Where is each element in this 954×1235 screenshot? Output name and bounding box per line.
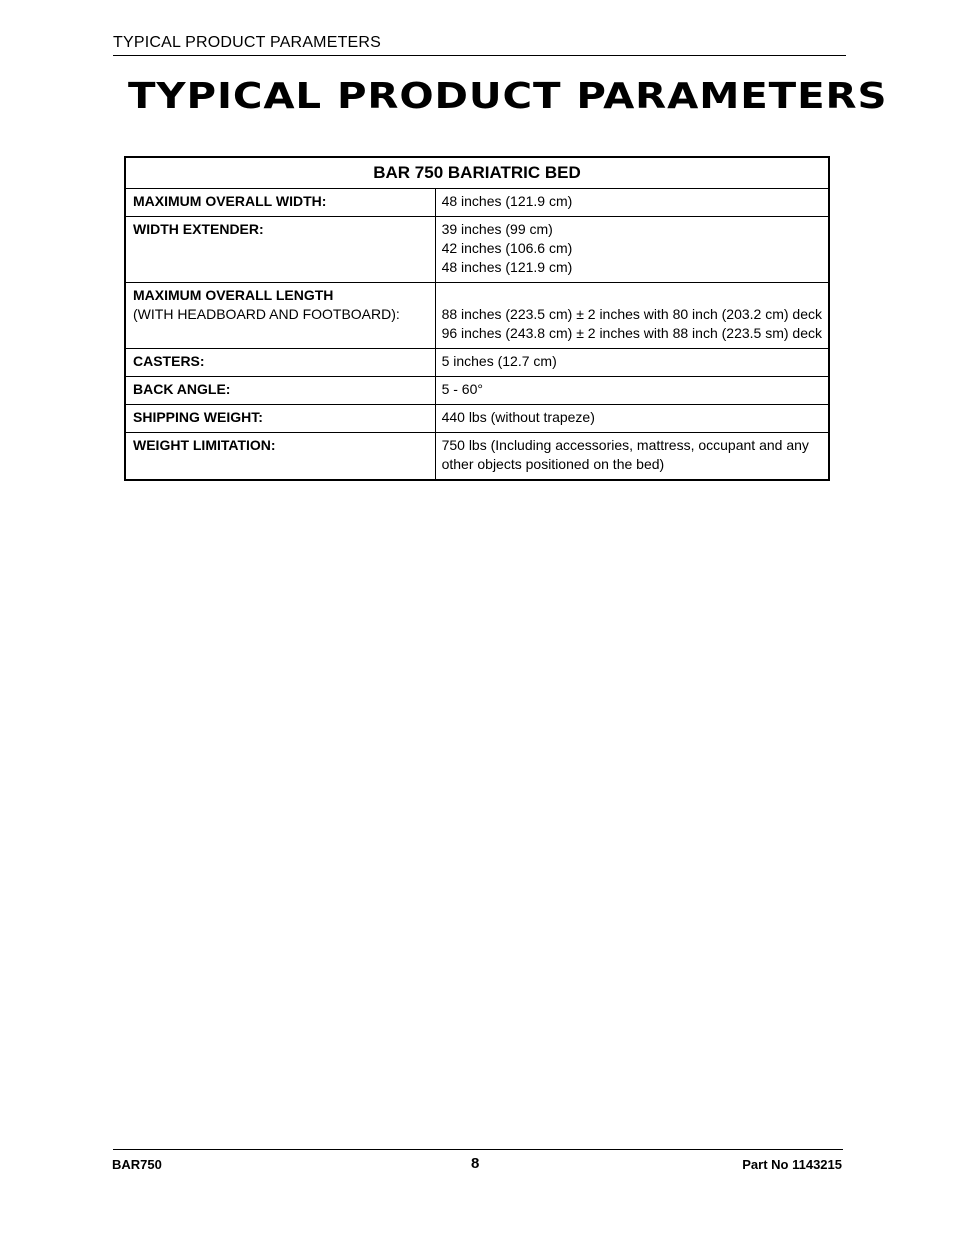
table-row xyxy=(125,377,829,405)
row-value xyxy=(435,189,829,217)
footer-divider xyxy=(113,1149,843,1150)
row-label: BACK ANGLE: xyxy=(125,377,435,405)
row-value xyxy=(435,405,829,433)
row-label: MAXIMUM OVERALL WIDTH: xyxy=(125,189,435,217)
value-line: 440 lbs (without trapeze) xyxy=(441,409,595,425)
footer-part-number: Part No 1143215 xyxy=(742,1157,842,1172)
page-title: TYPICAL PRODUCT PARAMETERS xyxy=(128,76,888,117)
row-value xyxy=(435,283,829,349)
row-label: CASTERS: xyxy=(125,349,435,377)
table-row xyxy=(125,217,829,283)
specifications-table xyxy=(124,156,830,481)
table-row xyxy=(125,283,829,349)
row-value xyxy=(435,349,829,377)
table-row xyxy=(125,189,829,217)
value-line: 48 inches (121.9 cm) xyxy=(441,193,573,209)
table-row xyxy=(125,433,829,481)
table-row xyxy=(125,405,829,433)
value-line: 42 inches (106.6 cm) xyxy=(441,240,573,256)
table-row xyxy=(125,349,829,377)
row-label: WEIGHT LIMITATION: xyxy=(125,433,435,481)
running-header: TYPICAL PRODUCT PARAMETERS xyxy=(113,33,846,56)
value-line: 5 - 60° xyxy=(441,381,483,397)
value-line: 88 inches (223.5 cm) ± 2 inches with 80 inch (203.2 cm) deck xyxy=(441,306,822,322)
row-value xyxy=(435,217,829,283)
value-line: 750 lbs (Including accessories, mattress, occupant and any other objects positioned on the bed) xyxy=(441,437,809,472)
row-label: WIDTH EXTENDER: xyxy=(125,217,435,283)
table-caption-row xyxy=(125,157,829,189)
row-label-cell xyxy=(125,283,435,349)
row-label: MAXIMUM OVERALL LENGTH xyxy=(133,287,334,303)
value-line: 48 inches (121.9 cm) xyxy=(441,259,573,275)
row-value xyxy=(435,433,829,481)
row-label: SHIPPING WEIGHT: xyxy=(125,405,435,433)
page-number: 8 xyxy=(471,1155,480,1172)
footer-model: BAR750 xyxy=(112,1157,162,1172)
row-value xyxy=(435,377,829,405)
value-line: 39 inches (99 cm) xyxy=(441,221,553,237)
row-sublabel: (WITH HEADBOARD AND FOOTBOARD): xyxy=(133,306,400,322)
table-caption: BAR 750 BARIATRIC BED xyxy=(125,157,829,189)
value-line: 5 inches (12.7 cm) xyxy=(441,353,557,369)
value-line: 96 inches (243.8 cm) ± 2 inches with 88 inch (223.5 sm) deck xyxy=(441,325,822,341)
